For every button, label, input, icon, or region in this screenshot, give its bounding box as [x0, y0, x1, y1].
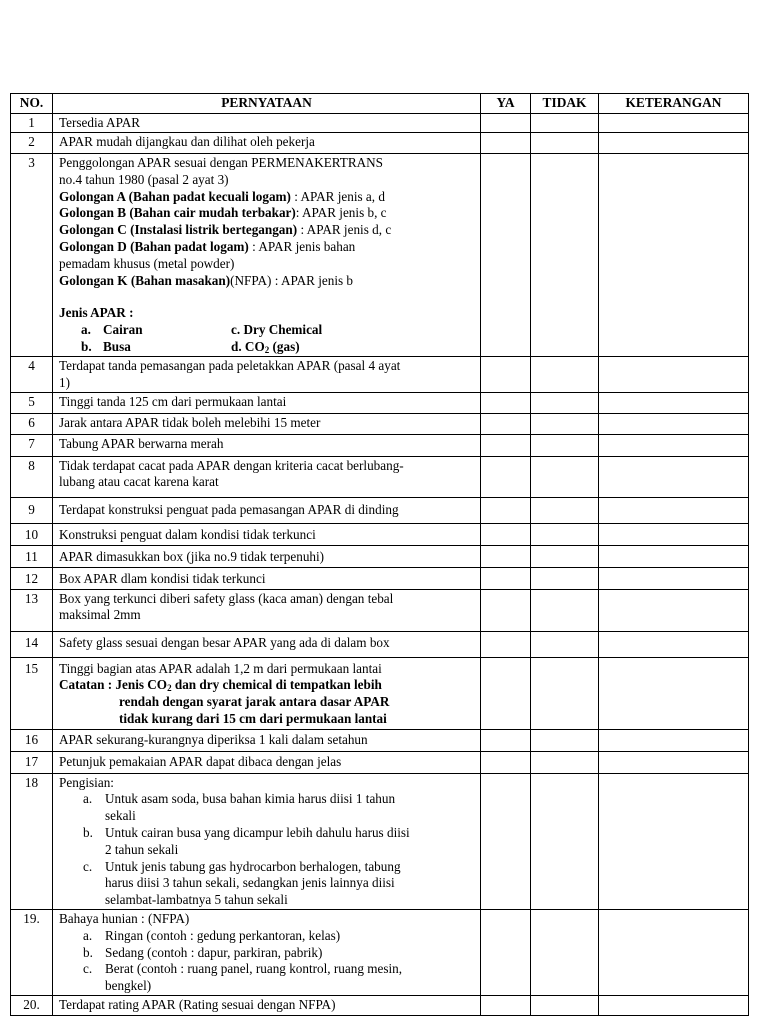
type-a-label: Cairan — [103, 322, 143, 338]
no-answer-cell[interactable] — [531, 456, 599, 497]
type-b-label: Busa — [103, 338, 131, 354]
statement-line: Penggolongan APAR sesuai dengan PERMENAKERTRANS — [59, 155, 384, 170]
type-a-marker: a. — [81, 322, 91, 338]
table-row — [11, 133, 749, 154]
row-number: 8 — [11, 456, 53, 497]
remarks-cell[interactable] — [599, 995, 749, 1015]
statement-text — [53, 154, 481, 357]
table-row — [11, 114, 749, 133]
yes-cell[interactable] — [481, 434, 531, 456]
statement-text: Terdapat konstruksi penguat pada pemasangan APAR di dinding — [53, 497, 481, 523]
row-number: 19. — [11, 909, 53, 995]
header-row — [11, 94, 749, 114]
statement-line: no.4 tahun 1980 (pasal 2 ayat 3) — [59, 171, 229, 187]
statement-line: Tinggi bagian atas APAR adalah 1,2 m dari permukaan lantai — [59, 660, 382, 676]
list-item: b. Sedang (contoh : dapur, parkiran, pabrik) — [83, 944, 323, 960]
remarks-cell[interactable] — [599, 751, 749, 773]
statement-text: APAR mudah dijangkau dan dilihat oleh pekerja — [53, 133, 481, 154]
yes-cell[interactable] — [481, 631, 531, 657]
remarks-cell[interactable] — [599, 657, 749, 729]
statement-text: APAR dimasukkan box (jika no.9 tidak terpenuhi) — [53, 545, 481, 567]
remarks-cell[interactable] — [599, 729, 749, 751]
type-c-label: c. Dry Chemical — [231, 322, 323, 338]
statement-text — [53, 456, 481, 497]
class-b-types: : APAR jenis b, c — [295, 205, 387, 221]
statement-text: Box APAR dlam kondisi tidak terkunci — [53, 567, 481, 589]
statement-text — [53, 773, 481, 909]
type-b-marker: b. — [81, 338, 92, 354]
statement-line: Tidak terdapat cacat pada APAR dengan kriteria cacat berlubang- — [59, 457, 404, 473]
no-answer-cell[interactable] — [531, 729, 599, 751]
no-answer-cell[interactable] — [531, 154, 599, 357]
list-item: c. Berat (contoh : ruang panel, ruang kontrol, ruang mesin, bengkel) — [83, 961, 403, 994]
row-number: 13 — [11, 589, 53, 631]
list-item: a. Untuk asam soda, busa bahan kimia harus diisi 1 tahun sekali — [83, 791, 396, 824]
table-row — [11, 567, 749, 589]
row-number: 14 — [11, 631, 53, 657]
table-row — [11, 631, 749, 657]
note-line: tidak kurang dari 15 cm dari permukaan lantai — [119, 710, 387, 726]
no-answer-cell[interactable] — [531, 773, 599, 909]
statement-text: Safety glass sesuai dengan besar APAR yang ada di dalam box — [53, 631, 481, 657]
statement-line: 1) — [59, 374, 70, 390]
list-item: c. Untuk jenis tabung gas hydrocarbon berhalogen, tabung harus diisi 3 tahun sekali, sedangkan jenis lainnya diisi selambat-lambatnya 5 tahun sekali — [83, 858, 401, 908]
class-c-label: Golongan C (Instalasi listrik bertegangan) — [59, 222, 298, 238]
note-label: Catatan : Jenis CO — [59, 677, 168, 693]
type-d-suffix: (gas) — [269, 338, 300, 354]
table-row — [11, 909, 749, 995]
class-k-label: Golongan K (Bahan masakan) — [59, 272, 231, 288]
remarks-cell[interactable] — [599, 434, 749, 456]
statement-text: Tabung APAR berwarna merah — [53, 434, 481, 456]
yes-cell[interactable] — [481, 773, 531, 909]
no-answer-cell[interactable] — [531, 434, 599, 456]
row-number: 7 — [11, 434, 53, 456]
class-d-types: : APAR jenis bahan — [248, 238, 356, 254]
type-d-subscript: 2 — [264, 344, 270, 355]
table-row — [11, 657, 749, 729]
header-statement: PERNYATAAN — [53, 94, 481, 114]
table-row — [11, 413, 749, 434]
yes-cell[interactable] — [481, 357, 531, 393]
row-number: 16 — [11, 729, 53, 751]
class-d-label: Golongan D (Bahan padat logam) — [59, 238, 249, 254]
row-number: 9 — [11, 497, 53, 523]
statement-text: APAR sekurang-kurangnya diperiksa 1 kali dalam setahun — [53, 729, 481, 751]
yes-cell[interactable] — [481, 751, 531, 773]
remarks-cell[interactable] — [599, 545, 749, 567]
row-number: 1 — [11, 114, 53, 133]
no-answer-cell[interactable] — [531, 497, 599, 523]
yes-cell[interactable] — [481, 456, 531, 497]
remarks-cell[interactable] — [599, 392, 749, 413]
row-number: 5 — [11, 392, 53, 413]
no-answer-cell[interactable] — [531, 357, 599, 393]
table-row — [11, 773, 749, 909]
table-row — [11, 392, 749, 413]
yes-cell[interactable] — [481, 729, 531, 751]
remarks-cell[interactable] — [599, 357, 749, 393]
row-number: 20. — [11, 995, 53, 1015]
statement-text: Tersedia APAR — [53, 114, 481, 133]
remarks-cell[interactable] — [599, 413, 749, 434]
table-row — [11, 589, 749, 631]
no-answer-cell[interactable] — [531, 545, 599, 567]
statement-text — [53, 657, 481, 729]
statement-text: Terdapat rating APAR (Rating sesuai dengan NFPA) — [53, 995, 481, 1015]
class-d-continuation: pemadam khusus (metal powder) — [59, 255, 235, 271]
no-answer-cell[interactable] — [531, 657, 599, 729]
statement-text: Petunjuk pemakaian APAR dapat dibaca dengan jelas — [53, 751, 481, 773]
statement-line: Terdapat tanda pemasangan pada peletakkan APAR (pasal 4 ayat — [59, 358, 401, 373]
no-answer-cell[interactable] — [531, 523, 599, 545]
remarks-cell[interactable] — [599, 773, 749, 909]
table-row — [11, 523, 749, 545]
class-c-types: : APAR jenis d, c — [297, 222, 392, 238]
row-number: 4 — [11, 357, 53, 393]
statement-line: lubang atau cacat karena karat — [59, 474, 219, 490]
note-subscript: 2 — [167, 683, 172, 694]
table-row — [11, 357, 749, 393]
yes-cell[interactable] — [481, 114, 531, 133]
yes-cell[interactable] — [481, 133, 531, 154]
row-number: 17 — [11, 751, 53, 773]
no-answer-cell[interactable] — [531, 631, 599, 657]
no-answer-cell[interactable] — [531, 114, 599, 133]
statement-line: maksimal 2mm — [59, 607, 141, 623]
row-number: 10 — [11, 523, 53, 545]
statement-text: Konstruksi penguat dalam kondisi tidak terkunci — [53, 523, 481, 545]
row-number: 2 — [11, 133, 53, 154]
yes-cell[interactable] — [481, 909, 531, 995]
class-a-types: : APAR jenis a, d — [290, 188, 385, 204]
row-number: 18 — [11, 773, 53, 909]
no-answer-cell[interactable] — [531, 413, 599, 434]
no-answer-cell[interactable] — [531, 751, 599, 773]
remarks-cell[interactable] — [599, 523, 749, 545]
statement-text: Jarak antara APAR tidak boleh melebihi 15 meter — [53, 413, 481, 434]
yes-cell[interactable] — [481, 545, 531, 567]
remarks-cell[interactable] — [599, 567, 749, 589]
note-line: rendah dengan syarat jarak antara dasar APAR — [119, 694, 390, 710]
remarks-cell[interactable] — [599, 133, 749, 154]
no-answer-cell[interactable] — [531, 567, 599, 589]
type-d-label: d. CO — [231, 338, 265, 354]
row-number: 6 — [11, 413, 53, 434]
header-yes: YA — [481, 94, 531, 114]
no-answer-cell[interactable] — [531, 133, 599, 154]
class-b-label: Golongan B (Bahan cair mudah terbakar) — [59, 205, 296, 221]
yes-cell[interactable] — [481, 392, 531, 413]
statement-text: Tinggi tanda 125 cm dari permukaan lantai — [53, 392, 481, 413]
yes-cell[interactable] — [481, 413, 531, 434]
row-number: 11 — [11, 545, 53, 567]
table-row — [11, 154, 749, 357]
table-row — [11, 995, 749, 1015]
remarks-cell[interactable] — [599, 589, 749, 631]
apar-types-title: Jenis APAR : — [59, 305, 134, 321]
yes-cell[interactable] — [481, 154, 531, 357]
header-no: NO. — [11, 94, 53, 114]
note-text: dan dry chemical di tempatkan lebih — [171, 677, 382, 693]
apar-checklist-table — [10, 93, 749, 1016]
row-number: 3 — [11, 154, 53, 357]
yes-cell[interactable] — [481, 995, 531, 1015]
no-answer-cell[interactable] — [531, 995, 599, 1015]
table-row — [11, 456, 749, 497]
table-row — [11, 497, 749, 523]
remarks-cell[interactable] — [599, 154, 749, 357]
remarks-cell[interactable] — [599, 497, 749, 523]
statement-text — [53, 909, 481, 995]
row-number: 15 — [11, 657, 53, 729]
statement-text — [53, 357, 481, 393]
yes-cell[interactable] — [481, 657, 531, 729]
header-no-answer: TIDAK — [531, 94, 599, 114]
statement-text — [53, 589, 481, 631]
class-k-types: (NFPA) : APAR jenis b — [230, 272, 354, 288]
class-a-label: Golongan A (Bahan padat kecuali logam) — [59, 188, 291, 204]
table-row — [11, 729, 749, 751]
no-answer-cell[interactable] — [531, 909, 599, 995]
statement-line: Box yang terkunci diberi safety glass (kaca aman) dengan tebal — [59, 590, 394, 606]
yes-cell[interactable] — [481, 497, 531, 523]
row-number: 12 — [11, 567, 53, 589]
list-title: Pengisian: — [59, 774, 114, 790]
table-row — [11, 751, 749, 773]
remarks-cell[interactable] — [599, 631, 749, 657]
yes-cell[interactable] — [481, 567, 531, 589]
remarks-cell[interactable] — [599, 114, 749, 133]
yes-cell[interactable] — [481, 523, 531, 545]
no-answer-cell[interactable] — [531, 589, 599, 631]
remarks-cell[interactable] — [599, 909, 749, 995]
remarks-cell[interactable] — [599, 456, 749, 497]
list-item: a. Ringan (contoh : gedung perkantoran, kelas) — [83, 927, 341, 943]
list-item: b. Untuk cairan busa yang dicampur lebih dahulu harus diisi 2 tahun sekali — [83, 824, 410, 857]
yes-cell[interactable] — [481, 589, 531, 631]
list-title: Bahaya hunian : (NFPA) — [59, 910, 190, 926]
header-remarks: KETERANGAN — [599, 94, 749, 114]
table-row — [11, 545, 749, 567]
table-row — [11, 434, 749, 456]
no-answer-cell[interactable] — [531, 392, 599, 413]
